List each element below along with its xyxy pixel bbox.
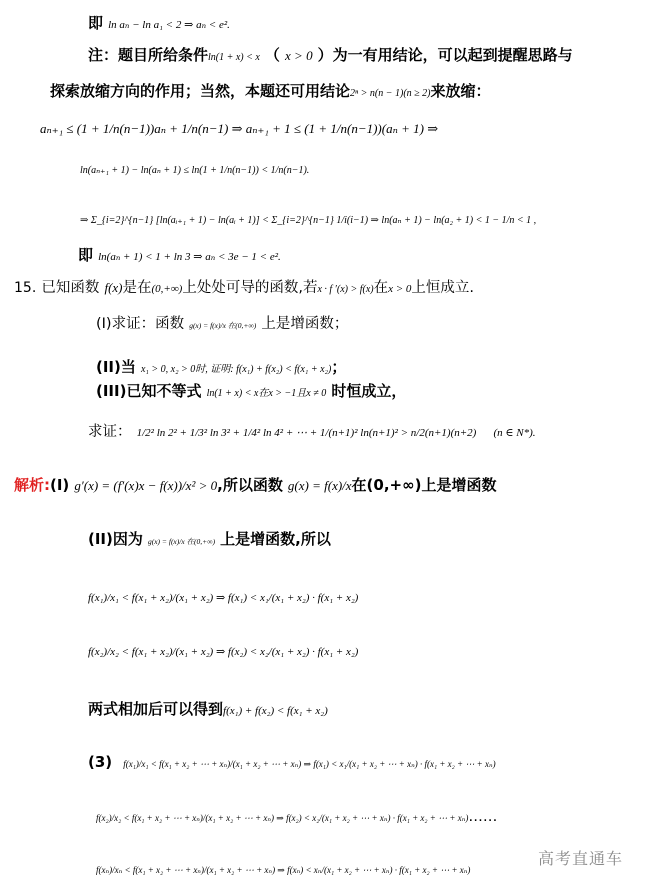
text: (II)因为 [88,530,143,548]
formula: ln(aₙ + 1) < 1 + ln 3 ⇒ aₙ < 3e − 1 < e². [98,251,281,263]
text: 即 [88,14,104,32]
line-06 [80,208,536,227]
line-10 [96,356,346,377]
line-02 [88,44,573,65]
line-07 [78,244,281,265]
line-15 [88,586,358,605]
line-20 [96,858,470,877]
text: (II)当 [96,358,136,376]
formula: g′(x) = (f′(x)x − f(x))/x² > 0 [74,478,218,493]
text: 两式相加后可以得到 [88,700,224,718]
text: 时恒成立， [331,382,407,400]
text: 即 [78,246,94,264]
line-17 [88,698,328,719]
line-13-solution [14,474,496,495]
formula: g(x) = f(x)/x 在(0,+∞) [189,321,257,330]
question-number: 15. [14,280,37,296]
text: ,所以函数 [217,476,283,494]
ellipsis: …… [468,809,498,825]
text: (I)求证：函数 [96,316,185,332]
text: 上是增函数； [261,316,349,332]
part-number: (3) [88,753,113,771]
formula: x > 0 [285,48,313,63]
formula: x > 0 [388,283,412,295]
formula: ln(1 + x) < x在x > −1且x ≠ 0 [206,388,327,399]
text: ； [331,358,347,376]
text: 注：题目所给条件 [88,46,209,64]
line-12 [88,420,536,441]
line-04 [40,118,438,137]
text: 上处处可导的函数,若 [182,280,318,296]
formula: aₙ₊₁ ≤ (1 + 1/n(n−1))aₙ + 1/n(n−1) ⇒ aₙ₊₁ + 1 ≤ (1 + 1/n(n−1))(aₙ + 1) ⇒ [40,121,439,136]
text: 探索放缩方向的作用；当然，本题还可用结论 [50,82,351,100]
line-19 [96,806,497,825]
text: (I) [50,476,70,494]
formula: 1/2² ln 2² + 1/3² ln 3² + 1/4² ln 4² + ⋯ + 1/(n+1)² ln(n+1)² > n/2(n+1)(n+2) [136,427,477,439]
text: ）为一有用结论，可以起到提醒思路与 [317,46,573,64]
formula: f(x₁)/x₁ < f(x₁ + x₂ + ⋯ + xₙ)/(x₁ + x₂ + ⋯ + xₙ) ⇒ f(x₁) < x₁/(x₁ + x₂ + ⋯ + xₙ) · f(x₁ + x₂ + ⋯ + xₙ) [123,759,496,769]
formula: ⇒ Σ_{i=2}^{n−1} [ln(aᵢ₊₁ + 1) − ln(aᵢ + 1)] < Σ_{i=2}^{n−1} 1/i(i−1) ⇒ ln(aₙ + 1) − ln(a₂ + 1) < 1 − 1/n < 1 , [80,215,537,226]
text: 在(0,+∞)上是增函数 [351,476,497,494]
formula: f(xₙ)/xₙ < f(x₁ + x₂ + ⋯ + xₙ)/(x₁ + x₂ + ⋯ + xₙ) ⇒ f(xₙ) < xₙ/(x₁ + x₂ + ⋯ + xₙ) · f(x₁ + x₂ + ⋯ + xₙ) [96,865,471,875]
text: 求证： [88,424,132,440]
line-18 [88,752,496,771]
formula: f(x₂)/x₂ < f(x₁ + x₂ + ⋯ + xₙ)/(x₁ + x₂ + ⋯ + xₙ) ⇒ f(x₂) < x₂/(x₁ + x₂ + ⋯ + xₙ) · f(x₁ + x₂ + ⋯ + xₙ) [96,813,469,823]
formula: ln aₙ − ln a₁ < 2 ⇒ aₙ < e². [108,19,230,31]
formula: f(x₁)/x₁ < f(x₁ + x₂)/(x₁ + x₂) ⇒ f(x₁) < x₁/(x₁ + x₂) · f(x₁ + x₂) [88,592,359,604]
formula: ln(aₙ₊₁ + 1) − ln(aₙ + 1) ≤ ln(1 + 1/n(n−1)) < 1/n(n−1). [80,165,310,176]
line-01 [88,12,230,33]
solution-label: 解析: [14,476,50,494]
formula: g(x) = f(x)/x 在(0,+∞) [147,537,216,546]
text: 在 [373,280,389,296]
formula: f(x₂)/x₂ < f(x₁ + x₂)/(x₁ + x₂) ⇒ f(x₂) < x₂/(x₁ + x₂) · f(x₁ + x₂) [88,646,359,658]
line-05 [80,158,309,177]
line-03 [50,80,491,101]
formula: x · f ′(x) > f(x) [317,284,374,295]
text: （ [264,46,280,64]
formula: (0,+∞) [151,283,183,295]
formula: ln(1 + x) < x [208,52,260,63]
line-14 [88,528,331,549]
text: 上是增函数,所以 [220,530,331,548]
text: 已知函数 [41,280,100,296]
text: (III)已知不等式 [96,382,202,400]
formula: f(x) [104,280,123,295]
formula: x₁ > 0, x₂ > 0时, 证明: f(x₁) + f(x₂) < f(x₁ + x₂) [140,364,332,375]
line-16 [88,640,358,659]
line-08-question-15 [14,276,474,297]
formula: (n ∈ N*). [493,427,536,439]
text: 是在 [122,280,152,296]
formula: 2ⁿ > n(n − 1)(n ≥ 2) [350,88,431,99]
formula: f(x₁) + f(x₂) < f(x₁ + x₂) [223,705,328,717]
line-09 [96,312,348,333]
text: 上恒成立. [411,280,475,296]
text: 来放缩： [430,82,491,100]
watermark: 高考直通车 [538,849,624,868]
formula: g(x) = f(x)/x [287,478,352,493]
line-11 [96,380,406,401]
